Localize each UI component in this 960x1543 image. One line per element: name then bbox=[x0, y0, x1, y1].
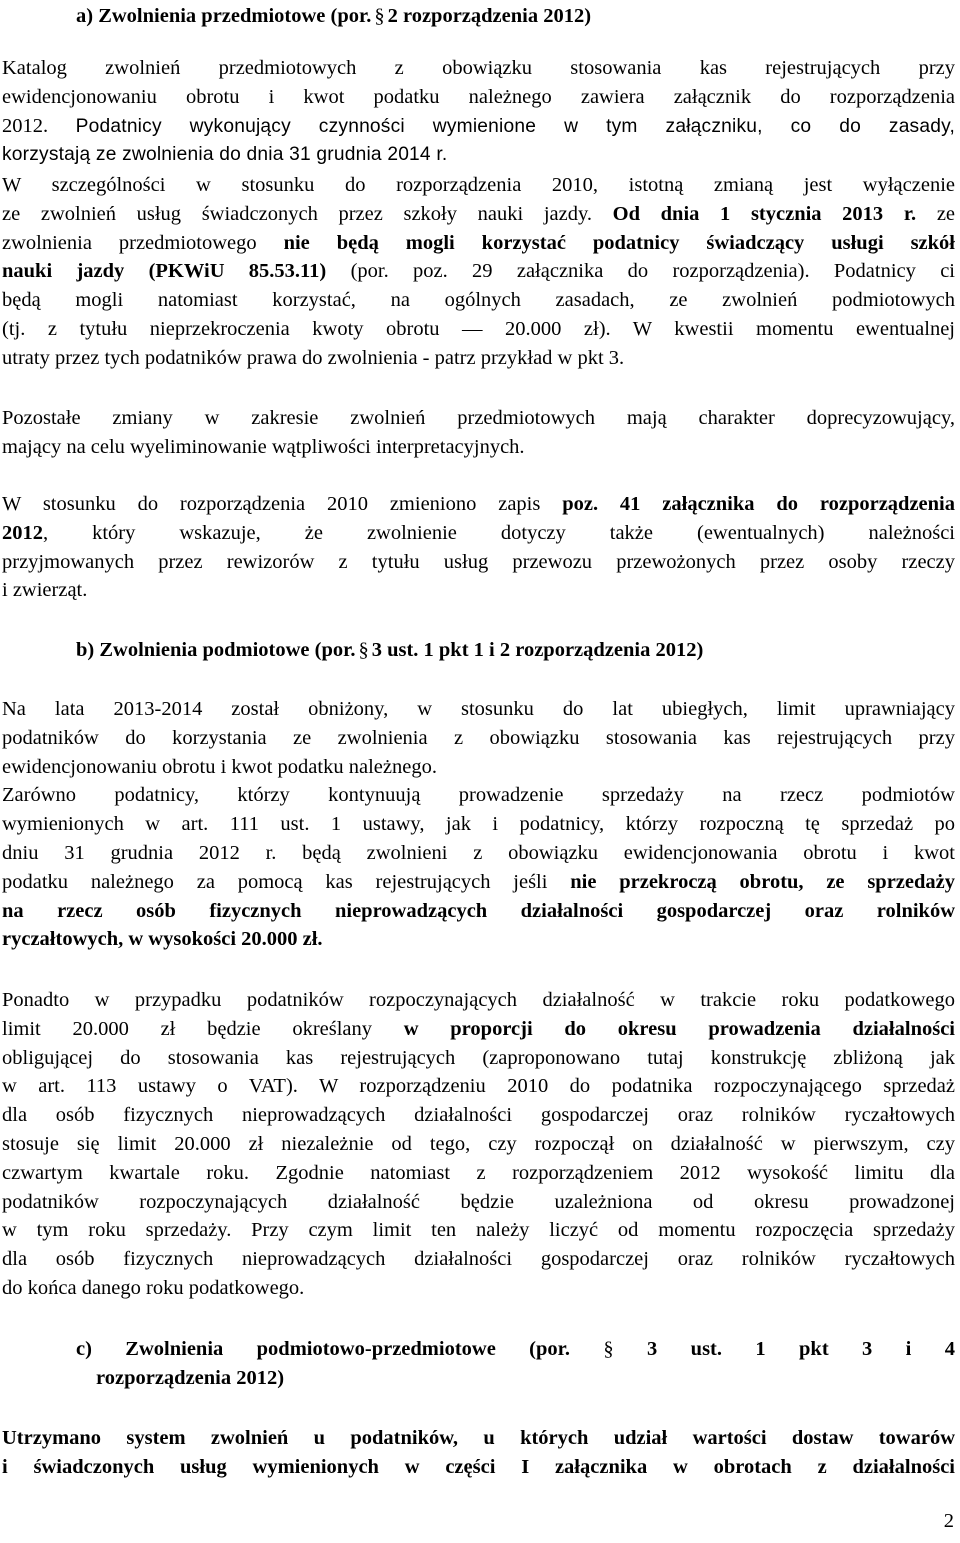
text-line: zwolnienia przedmiotowego nie będą mogli korzystać podatnicy świadczący usługi szkół bbox=[2, 231, 956, 254]
text-line: Na lata 2013-2014 został obniżony, w stosunku do lat ubiegłych, limit uprawniający bbox=[2, 698, 955, 720]
text-line: podatników do korzystania ze zwolnienia z obowiązku stosowania kas rejestrujących przy bbox=[2, 726, 955, 749]
text-line: będą mogli natomiast korzystać, na ogólnych zasadach, ze zwolnień podmiotowych bbox=[2, 289, 955, 312]
text-line: nauki jazdy (PKWiU 85.53.11) (por. poz. 29 załącznika do rozporządzenia). Podatnicy ci bbox=[2, 260, 955, 283]
text-line: dla osób fizycznych nieprowadzących działalności gospodarczej oraz rolników ryczałtowych bbox=[2, 1248, 955, 1271]
page-number: 2 bbox=[943, 1510, 954, 1532]
text-line: W szczególności w stosunku do rozporządzenia 2010, istotną zmianą jest wyłączenie bbox=[2, 174, 955, 196]
text-line: w art. 113 ustawy o VAT). W rozporządzeniu 2010 do podatnika rozpoczynającego sprzedaż bbox=[2, 1075, 955, 1098]
text-line: Utrzymano system zwolnień u podatników, u których udział wartości dostaw towarów bbox=[2, 1427, 955, 1449]
text-line: ryczałtowych, w wysokości 20.000 zł. bbox=[2, 928, 323, 951]
text-line: dla osób fizycznych nieprowadzących działalności gospodarczej oraz rolników ryczałtowych bbox=[2, 1104, 955, 1127]
text-line: podatku należnego za pomocą kas rejestrujących jeśli nie przekroczą obrotu, ze sprzedaży bbox=[2, 870, 956, 893]
heading-a-suffix: 2 rozporządzenia 2012) bbox=[387, 5, 592, 27]
paragraph-6 bbox=[2, 986, 955, 1303]
text-line: obligującej do stosowania kas rejestrujących (zaproponowano tutaj konstrukcję zbliżoną jak bbox=[2, 1046, 955, 1069]
heading-c-line: c) Zwolnienia podmiotowo-przedmiotowe (por. § 3 ust. 1 pkt 3 i 4 bbox=[76, 1338, 955, 1360]
section-sign: § bbox=[603, 1338, 614, 1360]
text-line: i świadczonych usług wymienionych w części I załącznika w obrotach z działalności bbox=[2, 1455, 955, 1478]
text-line: utraty przez tych podatników prawa do zwolnienia - patrz przykład w pkt 3. bbox=[2, 346, 625, 369]
text-line: (tj. z tytułu nieprzekroczenia kwoty obrotu — 20.000 zł). W kwestii momentu ewentualnej bbox=[2, 317, 955, 340]
text-line: dniu 31 grudnia 2012 r. będą zwolnieni z obowiązku ewidencjonowania obrotu i kwot bbox=[2, 841, 955, 864]
text-line: W stosunku do rozporządzenia 2010 zmieniono zapis poz. 41 załącznika do rozporządzenia bbox=[2, 493, 956, 515]
text-line: Zarówno podatnicy, którzy kontynuują prowadzenie sprzedaży na rzecz podmiotów bbox=[2, 784, 955, 807]
text-line: Ponadto w przypadku podatników rozpoczynających działalność w trakcie roku podatkowego bbox=[2, 989, 955, 1011]
paragraph-5 bbox=[2, 695, 955, 954]
heading-a bbox=[76, 2, 591, 31]
text-line: ze zwolnień usług świadczonych przez szkoły nauki jazdy. Od dnia 1 stycznia 2013 r. ze bbox=[2, 202, 956, 225]
text-line: stosuje się limit 20.000 zł niezależnie od tego, czy rozpoczął on działalność w pierwszym, czy bbox=[2, 1132, 955, 1155]
heading-b-text: b) Zwolnienia podmiotowe (por. bbox=[76, 639, 356, 661]
text-line: 2012, który wskazuje, że zwolnienie dotyczy także (ewentualnych) należności bbox=[2, 521, 955, 544]
paragraph-4 bbox=[2, 490, 955, 605]
text-line: i zwierząt. bbox=[2, 579, 88, 602]
text-line: ewidencjonowaniu obrotu i kwot podatku należnego zawiera załącznik do rozporządzenia bbox=[2, 85, 955, 108]
text-line: Pozostałe zmiany w zakresie zwolnień przedmiotowych mają charakter doprecyzowujący, bbox=[2, 407, 955, 429]
heading-c bbox=[76, 1335, 955, 1393]
text-line: w tym roku sprzedaży. Przy czym limit ten należy liczyć od momentu rozpoczęcia sprzedaży bbox=[2, 1219, 955, 1242]
section-sign: § bbox=[374, 5, 385, 27]
section-sign: § bbox=[358, 639, 369, 661]
text-line: Katalog zwolnień przedmiotowych z obowiązku stosowania kas rejestrujących przy bbox=[2, 57, 955, 79]
text-line: 2012. Podatnicy wykonujący czynności wymienione w tym załączniku, co do zasady, bbox=[2, 114, 955, 137]
text-line: limit 20.000 zł będzie określany w proporcji do okresu prowadzenia działalności bbox=[2, 1017, 955, 1040]
heading-a-text: a) Zwolnienia przedmiotowe (por. bbox=[76, 5, 372, 27]
text-line: przyjmowanych przez rewizorów z tytułu usług przewozu przewożonych przez osoby rzeczy bbox=[2, 550, 955, 573]
text-line: do końca danego roku podatkowego. bbox=[2, 1276, 305, 1299]
text-line: czwartym kwartale roku. Zgodnie natomiast z rozporządzeniem 2012 wysokość limitu dla bbox=[2, 1161, 955, 1184]
text-line: mający na celu wyeliminowanie wątpliwości interpretacyjnych. bbox=[2, 435, 525, 458]
text-line: korzystają ze zwolnienia do dnia 31 grudnia 2014 r. bbox=[2, 144, 448, 166]
paragraph-1 bbox=[2, 54, 955, 170]
text-line: wymienionych w art. 111 ust. 1 ustawy, jak i podatnicy, którzy rozpoczną tę sprzedaż po bbox=[2, 813, 955, 836]
heading-c-line: rozporządzenia 2012) bbox=[96, 1366, 285, 1389]
text-line: podatników rozpoczynających działalność będzie uzależniona od okresu prowadzonej bbox=[2, 1190, 955, 1213]
text-line: na rzecz osób fizycznych nieprowadzących działalności gospodarczej oraz rolników bbox=[2, 899, 955, 922]
paragraph-2 bbox=[2, 171, 955, 373]
paragraph-3 bbox=[2, 404, 955, 462]
text-line: ewidencjonowaniu obrotu i kwot podatku należnego. bbox=[2, 755, 437, 778]
heading-b bbox=[76, 636, 703, 665]
paragraph-7 bbox=[2, 1424, 955, 1482]
heading-b-suffix: 3 ust. 1 pkt 1 i 2 rozporządzenia 2012) bbox=[371, 639, 704, 661]
